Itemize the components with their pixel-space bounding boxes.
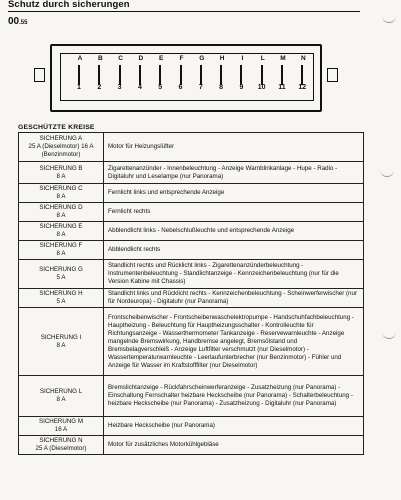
table-row [19, 203, 364, 222]
fuse-cell [19, 222, 104, 241]
table-row [19, 308, 364, 376]
fuse-rating: 25 A (Dieselmotor) 16 A (Benzinmotor) [28, 143, 94, 158]
fuse-name: SICHERUNG A [39, 135, 83, 142]
section-number [8, 16, 27, 27]
table-row [19, 162, 364, 184]
fuse-cell [19, 133, 104, 162]
fuse-rating: 8 A [56, 172, 66, 180]
table-row [19, 133, 364, 162]
table-row [19, 436, 364, 455]
fuse-slot [153, 55, 167, 93]
fuse-name: SICHERUNG N [39, 437, 83, 444]
circuit-description: Heizbare Heckscheibe (nur Panorama) [104, 417, 364, 436]
circuit-description: Fernlicht links und entsprechende Anzeige [104, 184, 364, 203]
fuse-number: 6 [178, 84, 183, 91]
fuse-number: 11 [278, 84, 286, 91]
table-row [19, 417, 364, 436]
fuse-pin [159, 65, 161, 85]
margin-mark [380, 170, 394, 177]
fuse-rating: 5 A [56, 274, 66, 281]
fuse-box-left-tab [34, 68, 45, 82]
fuse-letter: L [260, 55, 265, 62]
fuse-number: 3 [117, 84, 122, 91]
table-row [19, 184, 364, 203]
fuse-pin [139, 65, 141, 85]
fuse-name: SICHERUNG E [39, 223, 83, 230]
table-row [19, 289, 364, 308]
fuse-pin [281, 65, 283, 85]
fuse-letter: E [159, 55, 164, 62]
fuse-cell [19, 376, 104, 417]
fuse-name: SICHERUNG I [40, 333, 82, 341]
fuse-slot [234, 55, 248, 93]
fuse-letter: B [97, 55, 103, 62]
circuit-description: Standlicht rechts und Rücklicht links - Zigarettenanzünderbeleuchtung - Instrumentenbeleuchtung - Standlichtanzeige - Kennzeichenbeleuchtung (nur für die Version Kabine mit Chassis) [104, 260, 364, 289]
fuse-name: SICHERUNG C [39, 185, 83, 192]
fuse-number: 2 [97, 84, 102, 91]
fuse-number: 10 [257, 84, 266, 91]
fuse-number: 9 [239, 84, 244, 91]
fuse-letter: A [77, 55, 83, 62]
fuse-slot [275, 55, 289, 93]
margin-mark [382, 16, 396, 23]
fuse-slot [174, 55, 188, 93]
fuse-number: 5 [158, 84, 163, 91]
fuse-number: 12 [298, 84, 307, 91]
fuse-rating: 5 A [56, 298, 66, 305]
circuit-description: Abblendlicht rechts [104, 241, 364, 260]
fuse-cell [19, 289, 104, 308]
fuse-cell [19, 184, 104, 203]
circuit-description: Abblendlicht links - Nebelschlußleuchte und entsprechende Anzeige [104, 222, 364, 241]
fuse-number: 7 [198, 84, 203, 91]
fuse-rating: 8 A [56, 231, 66, 238]
fuse-pin [119, 65, 121, 85]
fuse-rating: 8 A [56, 250, 66, 257]
circuit-description: Standlicht links und Rücklicht rechts - Kennzeichenbeleuchtung - Scheinwerferwischer (nur für Nordeuropa) - Digitaluhr (nur Panorama) [104, 289, 364, 308]
fuse-slot [72, 55, 86, 93]
fuse-name: SICHERUNG G [39, 266, 83, 273]
fuse-slot [194, 55, 208, 93]
fuse-letter: M [280, 55, 286, 62]
table-row [19, 376, 364, 417]
fuse-pin [301, 65, 303, 85]
fuse-name: SICHERUNG B [39, 164, 83, 172]
fuse-letter: D [138, 55, 144, 62]
fuse-rating: 16 A [54, 426, 68, 433]
fuse-cell [19, 203, 104, 222]
fuse-name: SICHERUNG H [39, 290, 83, 297]
margin-mark [382, 332, 396, 339]
fuse-slot [92, 55, 106, 93]
fuse-rating: 25 A (Dieselmotor) [35, 445, 87, 452]
fuse-pin [261, 65, 263, 85]
circuit-table [18, 132, 364, 455]
fuse-cell [19, 308, 104, 376]
fuse-box-diagram [28, 44, 341, 110]
fuse-name: SICHERUNG F [39, 242, 83, 249]
fuse-slot [113, 55, 127, 93]
circuit-description: Fernlicht rechts [104, 203, 364, 222]
fuse-letter: F [179, 55, 184, 62]
fuse-number: 8 [219, 84, 224, 91]
fuse-rating: 8 A [56, 212, 66, 219]
fuse-letter: H [219, 55, 225, 62]
fuse-pin [180, 65, 182, 85]
fuse-pin [200, 65, 202, 85]
fuse-pin [240, 65, 242, 85]
title-bar [8, 0, 360, 12]
fuse-box-right-tab [327, 68, 338, 82]
fuse-name: SICHERUNG D [39, 204, 83, 211]
page-title: Schutz durch sicherungen [8, 0, 130, 10]
fuse-pin [98, 65, 100, 85]
fuse-number: 1 [77, 84, 81, 91]
circuit-table-heading: GESCHÜTZTE KREISE [18, 124, 95, 131]
section-sub-number: .55 [19, 20, 28, 26]
circuit-description: Bremslichtanzeige - Rückfahrscheinwerferanzeige - Zusatzheizung (nur Panorama) - Einschaltung Fernschalter heizbare Heckscheibe (nur Panorama) - Schalterbeleuchtung - heizbare Heckscheibe (nur Panorama) - Zusatzheizung - Digitaluhr (nur Panorama) [104, 376, 364, 417]
fuse-rating: 8 A [56, 341, 66, 349]
fuse-name: SICHERUNG L [39, 388, 83, 395]
fuse-cell [19, 260, 104, 289]
fuse-slot [214, 55, 228, 93]
circuit-description: Motor für zusätzliches Motorkühlgebläse [104, 436, 364, 455]
section-main-number: 00 [8, 16, 20, 27]
fuse-rating: 8 A [56, 193, 66, 200]
fuse-name: SICHERUNG M [38, 418, 83, 425]
fuse-letter: I [241, 55, 244, 62]
fuse-cell [19, 241, 104, 260]
fuse-cell [19, 436, 104, 455]
fuse-cell [19, 417, 104, 436]
fuse-letter: C [118, 55, 123, 62]
fuse-rating: 8 A [56, 396, 66, 403]
fuse-pin [220, 65, 222, 85]
fuse-slot [255, 55, 269, 93]
table-row [19, 222, 364, 241]
fuse-cell [19, 162, 104, 184]
fuse-pin [78, 65, 80, 85]
fuse-slot [295, 55, 309, 93]
fuse-letter: N [300, 55, 306, 62]
circuit-description: Zigarettenanzünder - Innenbeleuchtung - Anzeige Warnblinkanlage - Hupe - Radio - Digitaluhr und Leselampe (nur Panorama) [104, 162, 364, 184]
fuse-letter: G [199, 55, 205, 62]
fuse-slot [133, 55, 147, 93]
circuit-description: Frontscheibenwischer - Frontscheibenwaschelektropumpe - Handschuhfachbeleuchtung - Hauptheizung - Beleuchtung für Hauptheizungsschalter - Kontrolleuchte für Richtungsanzeige - Wasserthermometer Tankanzeige - Reservewarnleuchte - Anzeige mangelnde Bremswirkung, Handbremse angelegt, Bremsölstand und Bremsbelagverschleiß - Anzeige Luftfilter verschmutzt (nur Dieselmotor) - Wassertemperaturwarnleuchte - Leerlaufunterbrecher (nur Benzinmotor) - Fühler und Anzeige für Wasser im Kraftstofffilter (nur Dieselmotor) [104, 308, 364, 376]
fuse-number: 4 [137, 84, 142, 91]
table-row [19, 241, 364, 260]
table-row [19, 260, 364, 289]
circuit-description: Motor für Heizungslüfter [104, 133, 364, 162]
